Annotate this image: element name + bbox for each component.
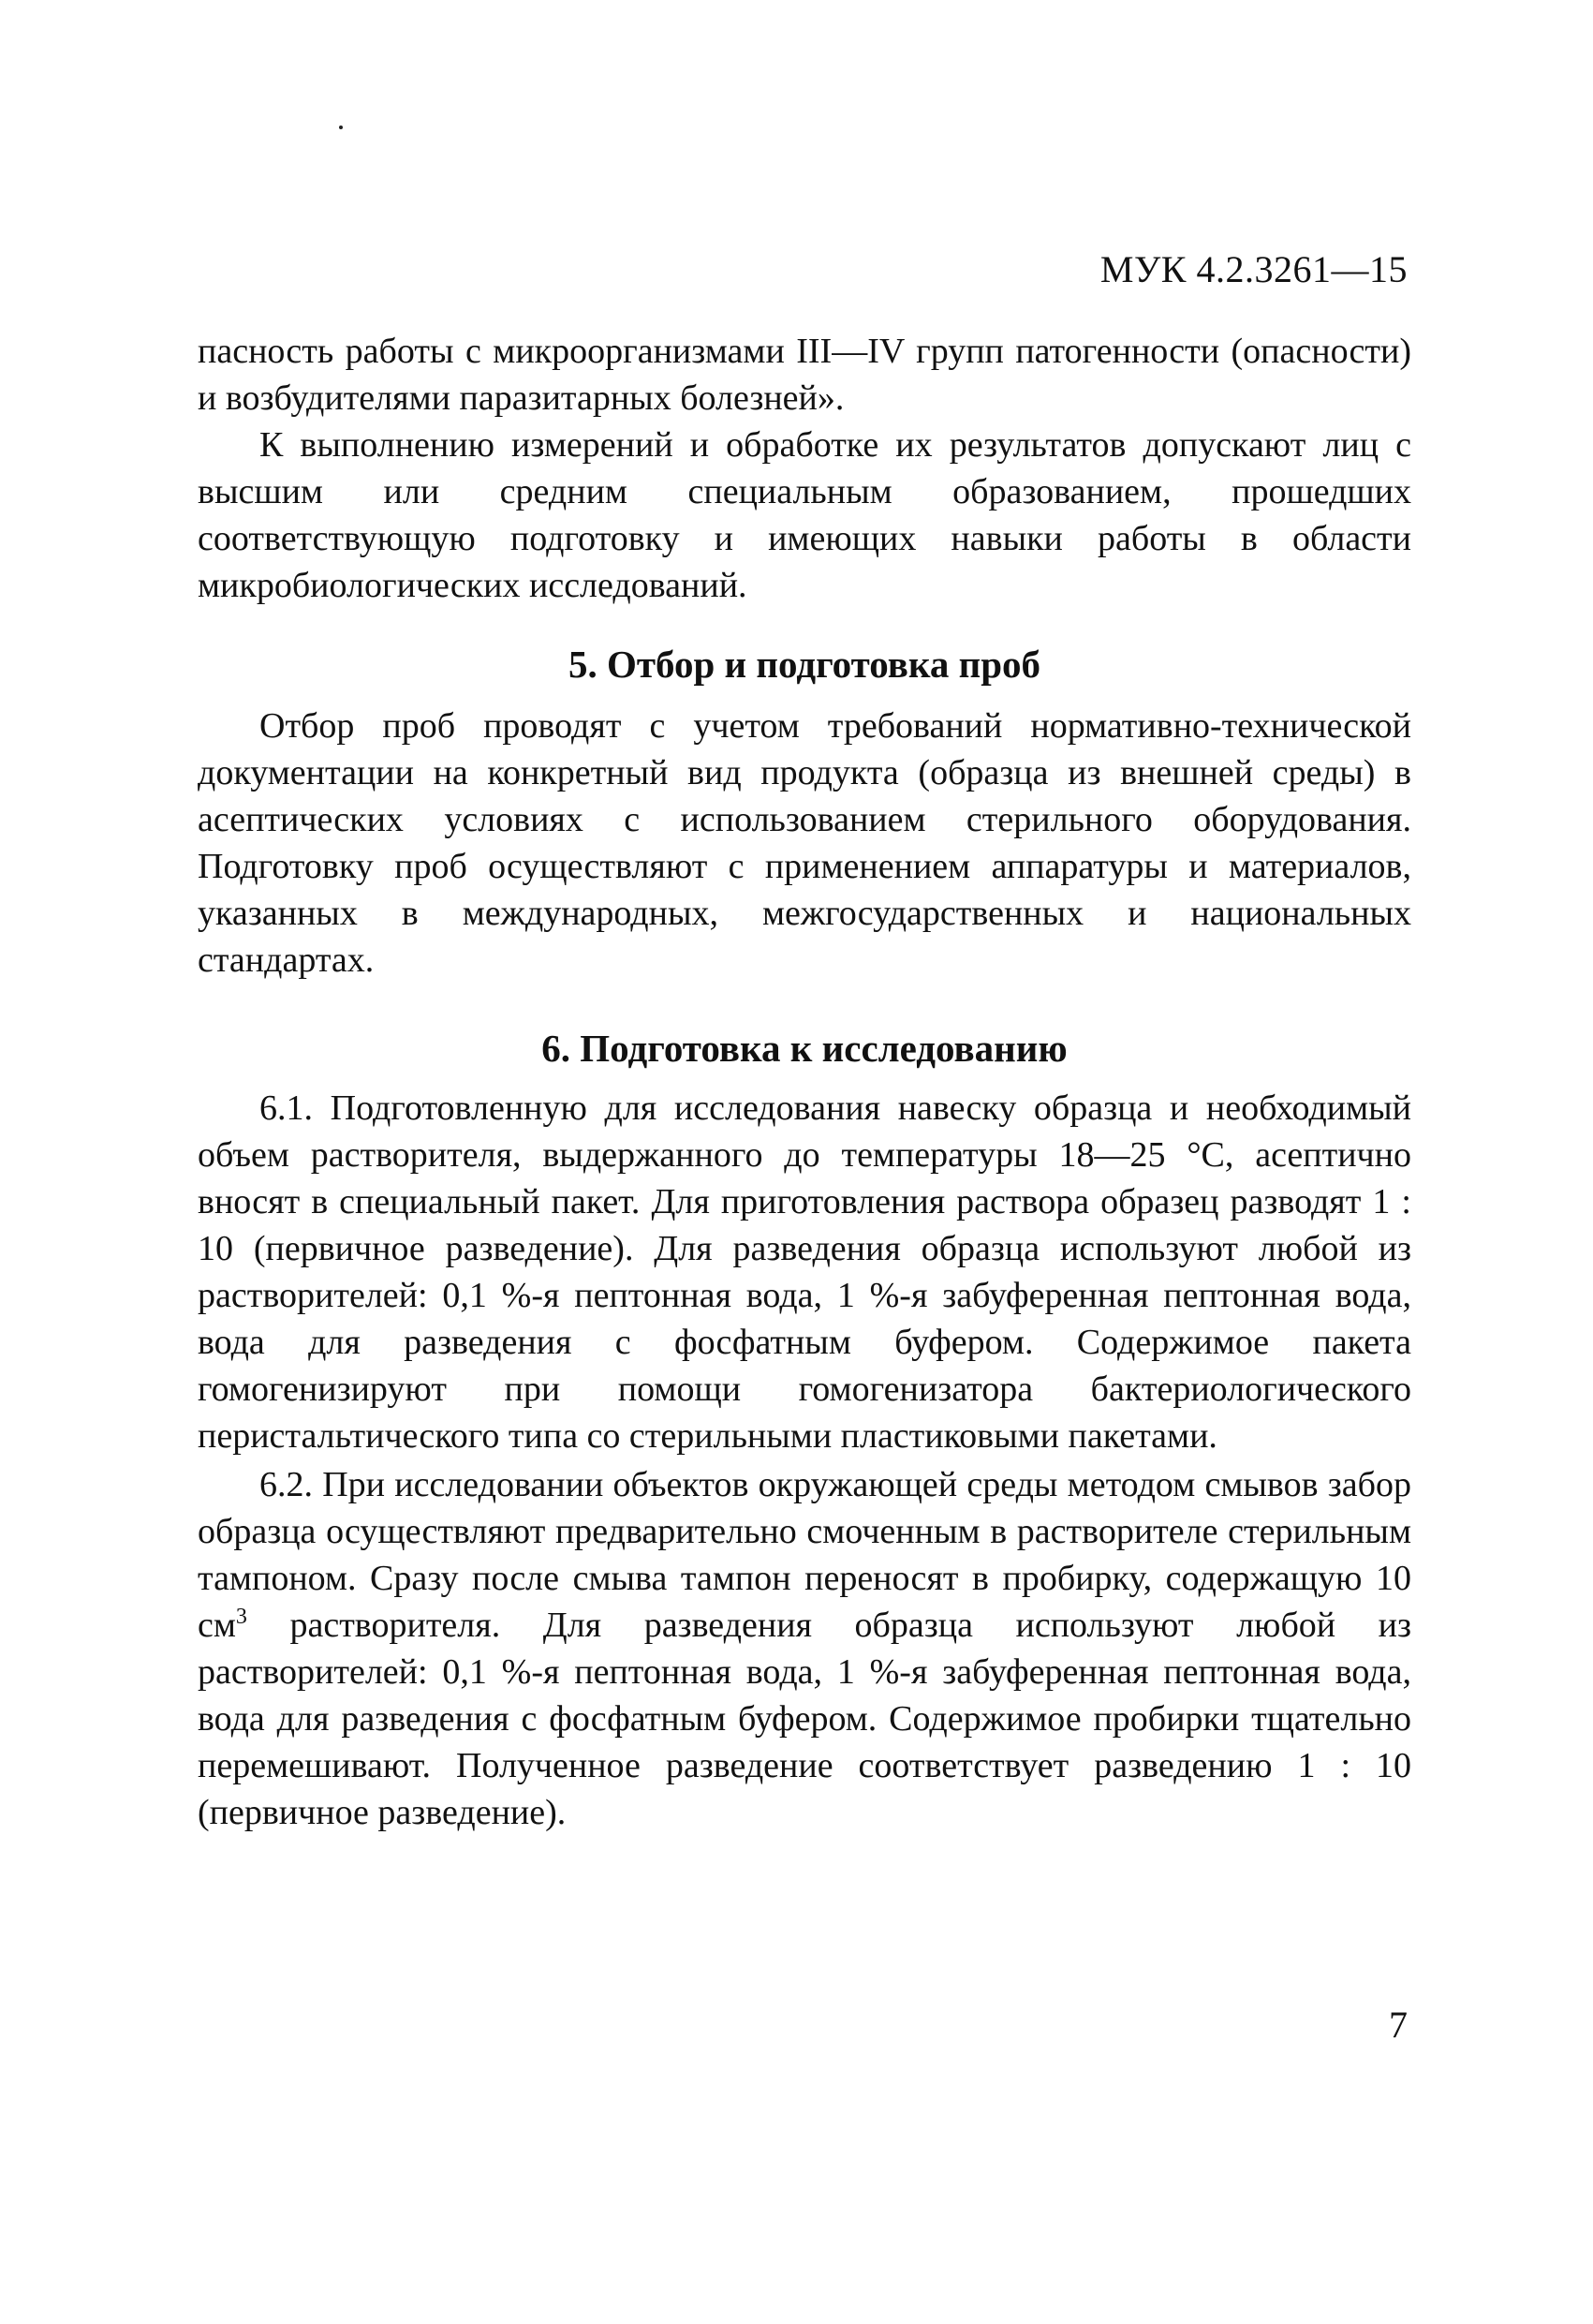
paragraph-6-2-part-2: растворителя. Для разведения образца используют любой из растворителей: 0,1 %-я пептонная вода, 1 %-я забуференная пептонная вода, вода для разведения с фосфатным буфером. Содержимое пробирки тщательно перемешивают. Полученное разведение соответствует разведению 1 : 10 (первичное разведение). [198,1606,1411,1832]
paragraph-6-2-part-1: 6.2. При исследовании объектов окружающей среды методом смывов забор образца осуществляют предварительно смоченным в растворителе стерильным тампоном. Сразу после смыва тампон переносят в пробирку, содержащую 10 см [198,1465,1411,1645]
section-5-heading: 5. Отбор и подготовка проб [568,643,1041,686]
document-code-header: МУК 4.2.3261—15 [1099,248,1408,290]
body-text [198,328,1411,1836]
paragraph-6-1: 6.1. Подготовленную для исследования навеску образца и необходимый объем растворителя, выдержанного до температуры 18—25 °С, асептично вносят в специальный пакет. Для приготовления раствора образец разводят 1 : 10 (первичное разведение). Для разведения образца используют любой из растворителей: 0,1 %-я пептонная вода, 1 %-я забуференная пептонная вода, вода для разведения с фосфатным буфером. Содержимое пакета гомогенизируют при помощи гомогенизатора бактериологического перистальтического типа со стерильными пластиковыми пакетами. [198,1088,1411,1456]
paragraph-staff-requirements: К выполнению измерений и обработке их результатов допускают лиц с высшим или средним специальным образованием, прошедших соответствующую подготовку и имеющих навыки работы в области микробиологических исследований. [198,425,1411,605]
section-6-heading: 6. Подготовка к исследованию [541,1027,1068,1070]
paragraph-6-2 [198,1461,1411,1836]
paragraph-intro-continuation: пасность работы с микроорганизмами III—IV групп патогенности (опасности) и возбудителями паразитарных болезней». [198,332,1411,418]
superscript-cubic: 3 [235,1605,247,1629]
page-number: 7 [1389,2004,1408,2046]
paragraph-sampling: Отбор проб проводят с учетом требований нормативно-технической документации на конкретный вид продукта (образца из внешней среды) в асептических условиях с использованием стерильного оборудования. Подготовку проб осуществляют с применением аппаратуры и материалов, указанных в международных, межгосударственных и национальных стандартах. [198,706,1411,980]
scan-speck [339,126,343,129]
